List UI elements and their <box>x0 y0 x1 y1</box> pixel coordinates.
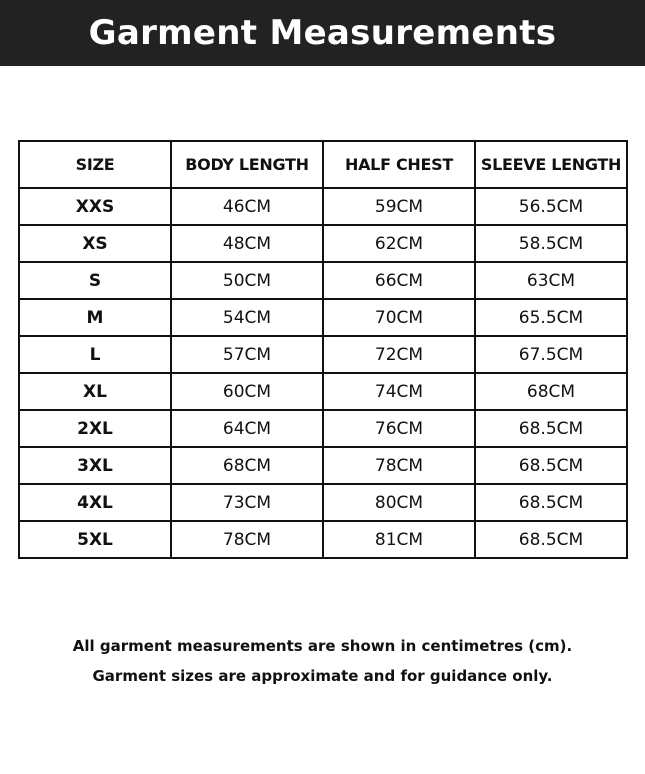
table-row <box>19 373 627 410</box>
column-header-sleeve-length: SLEEVE LENGTH <box>475 141 627 188</box>
table-row <box>19 299 627 336</box>
size-cell: L <box>19 336 171 373</box>
size-cell: 3XL <box>19 447 171 484</box>
body-length-cell: 64CM <box>171 410 323 447</box>
column-header-half-chest: HALF CHEST <box>323 141 475 188</box>
size-chart-table <box>18 140 628 559</box>
note-disclaimer: Garment sizes are approximate and for guidance only. <box>92 667 553 685</box>
size-cell: 2XL <box>19 410 171 447</box>
table-row <box>19 225 627 262</box>
half-chest-cell: 72CM <box>323 336 475 373</box>
body-length-cell: 50CM <box>171 262 323 299</box>
table-header-row <box>19 141 627 188</box>
half-chest-cell: 66CM <box>323 262 475 299</box>
body-length-cell: 46CM <box>171 188 323 225</box>
sleeve-length-cell: 68.5CM <box>475 410 627 447</box>
sleeve-length-cell: 58.5CM <box>475 225 627 262</box>
half-chest-cell: 80CM <box>323 484 475 521</box>
sleeve-length-cell: 68CM <box>475 373 627 410</box>
half-chest-cell: 81CM <box>323 521 475 558</box>
sleeve-length-cell: 68.5CM <box>475 521 627 558</box>
table-row <box>19 484 627 521</box>
sleeve-length-cell: 65.5CM <box>475 299 627 336</box>
size-cell: 4XL <box>19 484 171 521</box>
table-body <box>19 188 627 558</box>
table-row <box>19 262 627 299</box>
size-cell: S <box>19 262 171 299</box>
body-length-cell: 78CM <box>171 521 323 558</box>
size-cell: XL <box>19 373 171 410</box>
sleeve-length-cell: 68.5CM <box>475 447 627 484</box>
size-cell: 5XL <box>19 521 171 558</box>
sleeve-length-cell: 68.5CM <box>475 484 627 521</box>
half-chest-cell: 74CM <box>323 373 475 410</box>
column-header-size: SIZE <box>19 141 171 188</box>
column-header-body-length: BODY LENGTH <box>171 141 323 188</box>
table-row <box>19 188 627 225</box>
half-chest-cell: 76CM <box>323 410 475 447</box>
body-length-cell: 60CM <box>171 373 323 410</box>
body-length-cell: 48CM <box>171 225 323 262</box>
table-row <box>19 336 627 373</box>
half-chest-cell: 70CM <box>323 299 475 336</box>
sleeve-length-cell: 67.5CM <box>475 336 627 373</box>
half-chest-cell: 62CM <box>323 225 475 262</box>
size-cell: XXS <box>19 188 171 225</box>
table-row <box>19 410 627 447</box>
body-length-cell: 57CM <box>171 336 323 373</box>
sleeve-length-cell: 63CM <box>475 262 627 299</box>
sleeve-length-cell: 56.5CM <box>475 188 627 225</box>
size-cell: XS <box>19 225 171 262</box>
body-length-cell: 68CM <box>171 447 323 484</box>
body-length-cell: 73CM <box>171 484 323 521</box>
table-row <box>19 521 627 558</box>
header-banner <box>0 0 645 66</box>
size-cell: M <box>19 299 171 336</box>
body-length-cell: 54CM <box>171 299 323 336</box>
half-chest-cell: 59CM <box>323 188 475 225</box>
half-chest-cell: 78CM <box>323 447 475 484</box>
table-row <box>19 447 627 484</box>
page-title: Garment Measurements <box>88 13 557 53</box>
note-units: All garment measurements are shown in centimetres (cm). <box>72 637 573 655</box>
